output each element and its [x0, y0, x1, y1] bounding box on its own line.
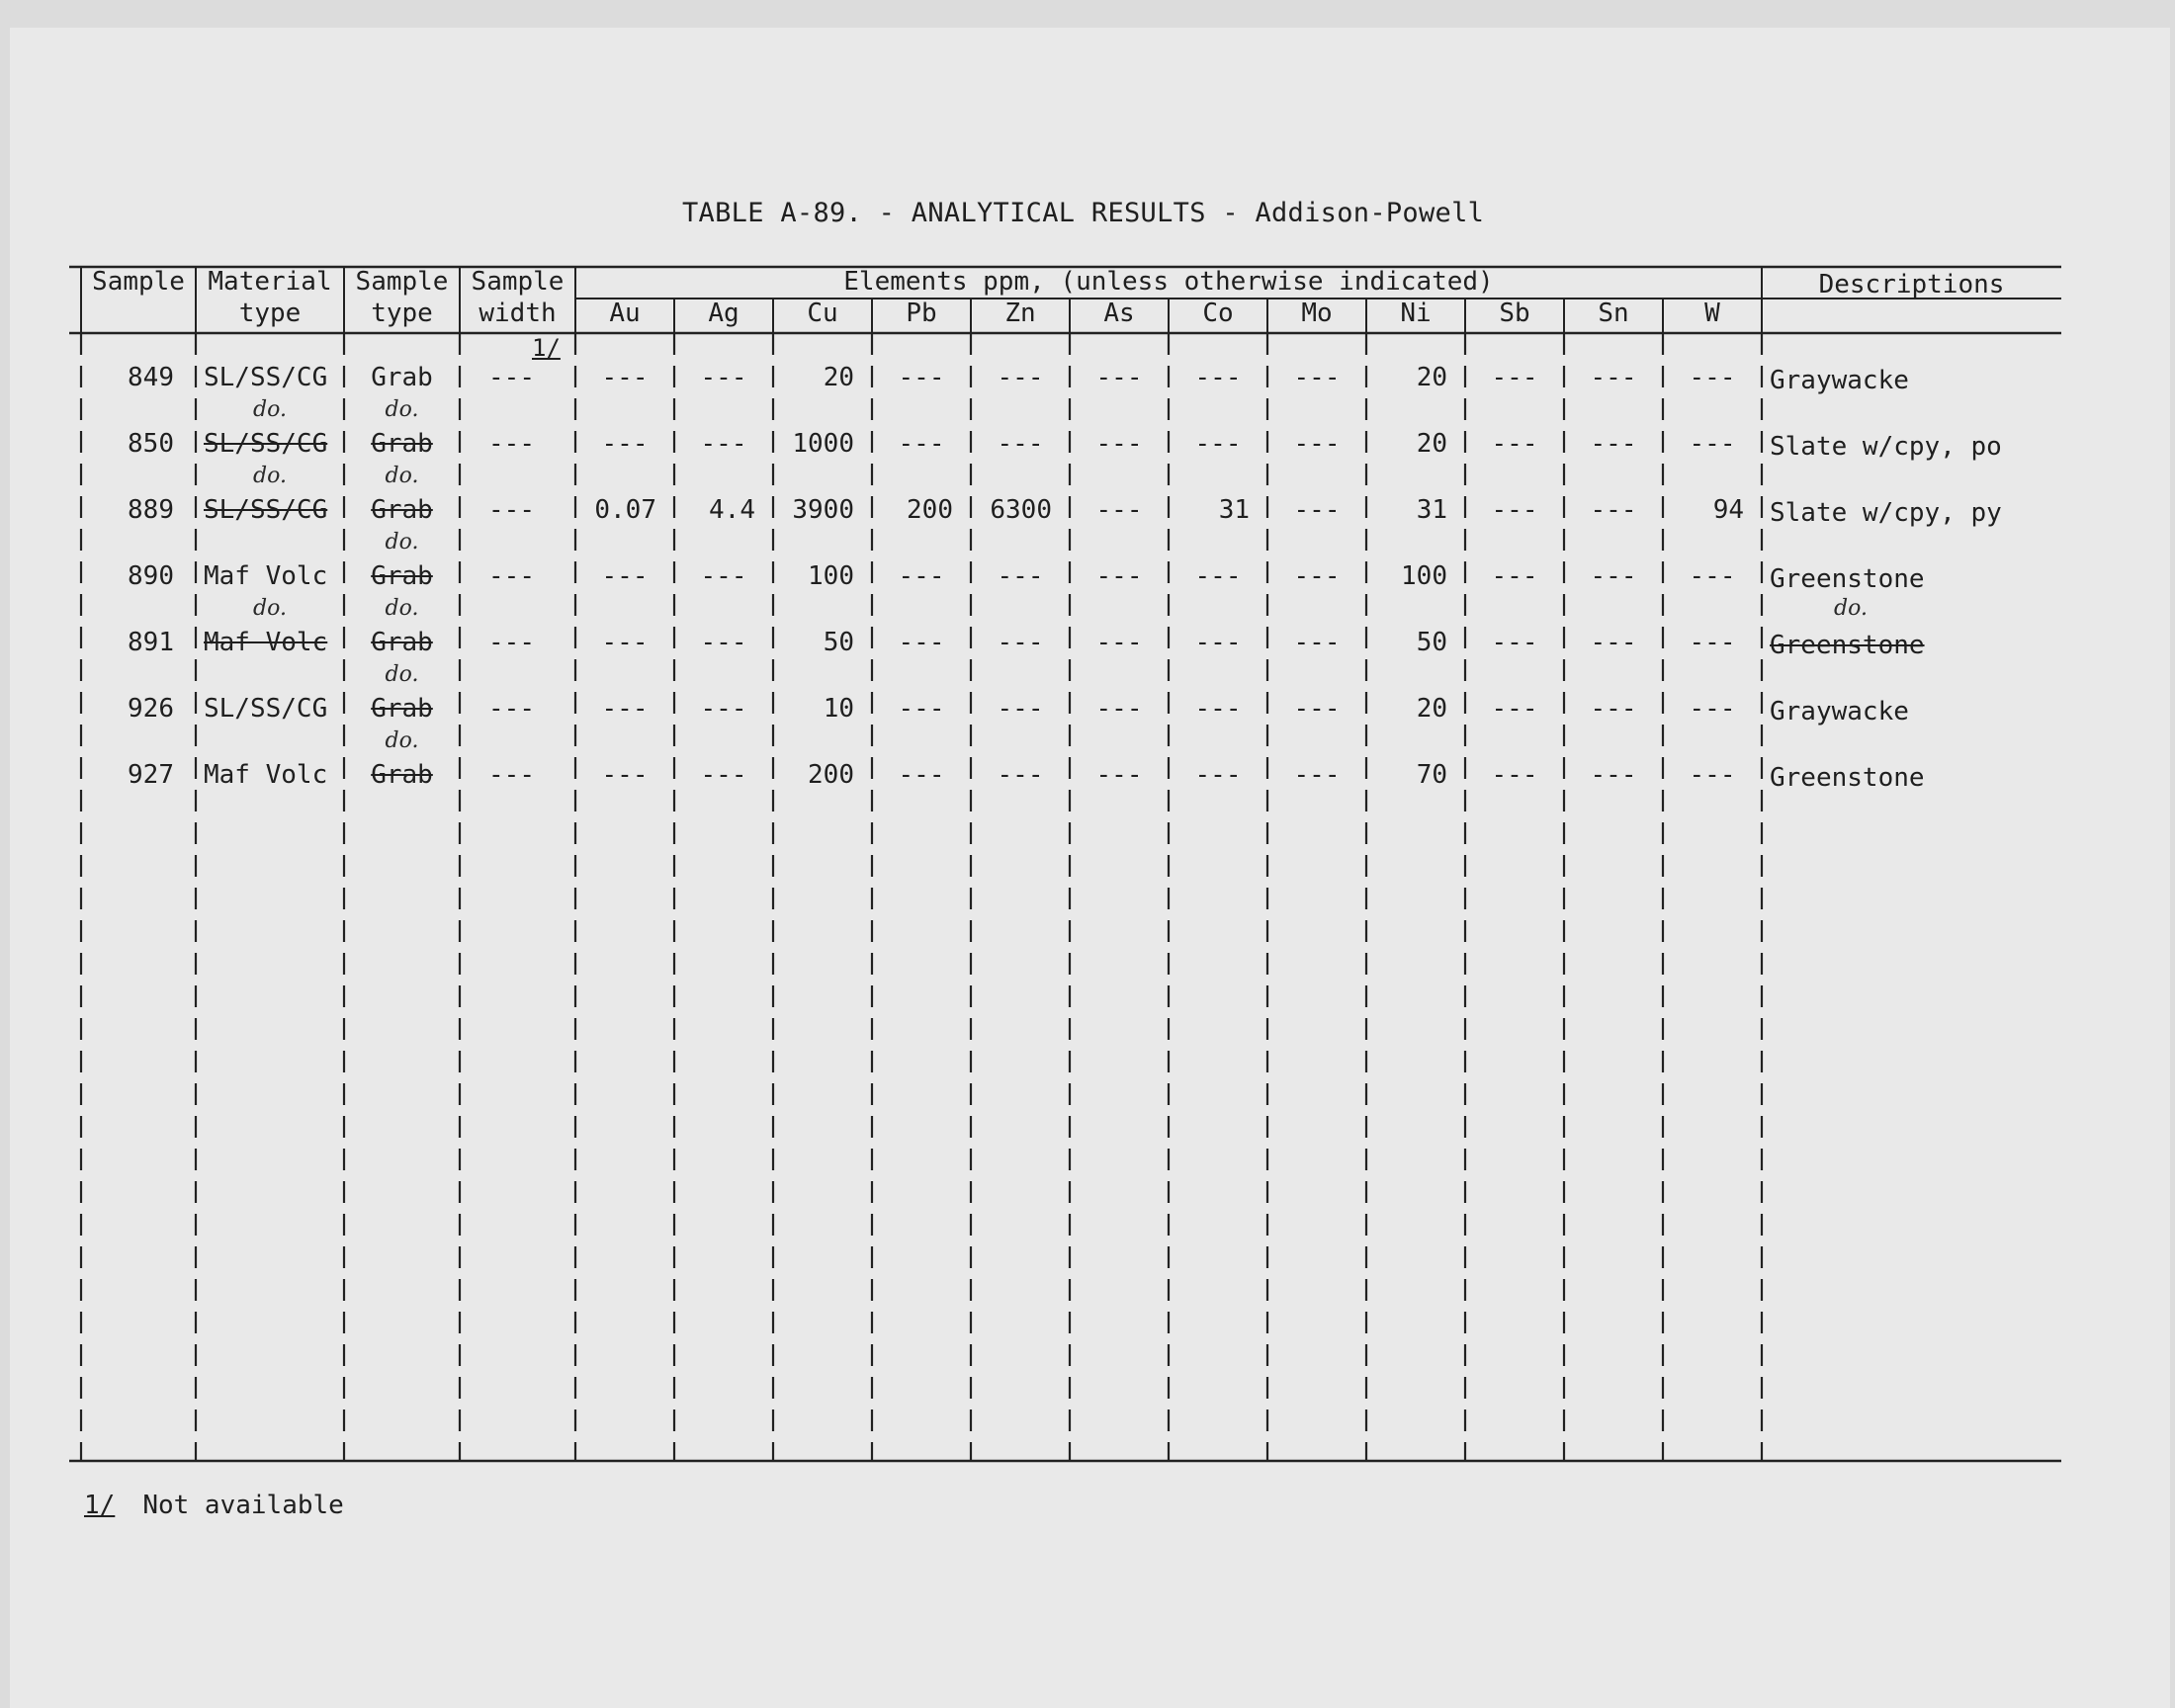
value-co: 31: [1218, 495, 1250, 525]
value-ni: 20: [1416, 694, 1447, 724]
header-element-as: As: [1103, 299, 1135, 328]
value-as: ---: [1095, 628, 1143, 657]
width-note-ref: 1/: [532, 334, 561, 362]
sample-width: ---: [488, 363, 535, 392]
value-co: ---: [1194, 561, 1242, 591]
table-title: TABLE A-89. - ANALYTICAL RESULTS - Addison-Powell: [682, 198, 1485, 228]
value-pb: 200: [907, 495, 953, 525]
value-ag: ---: [700, 694, 747, 724]
value-zn: ---: [997, 561, 1044, 591]
value-zn: ---: [997, 760, 1044, 790]
header-sample-type: Sample: [355, 267, 449, 297]
header-element-w: W: [1704, 299, 1720, 328]
value-co: ---: [1194, 694, 1242, 724]
description: Graywacke: [1770, 697, 1909, 726]
description: Slate w/cpy, po: [1770, 432, 2002, 462]
value-sn: ---: [1590, 495, 1637, 525]
header-element-au: Au: [609, 299, 641, 328]
value-cu: 10: [823, 694, 854, 724]
value-ni: 70: [1416, 760, 1447, 790]
description: Greenstone: [1770, 631, 1925, 660]
footnote-mark: 1/: [84, 1491, 116, 1520]
value-au: ---: [601, 694, 649, 724]
sample-id: 927: [128, 760, 174, 790]
value-as: ---: [1095, 363, 1143, 392]
ditto-mark: do.: [385, 397, 419, 422]
value-mo: ---: [1293, 429, 1341, 459]
material-type: Maf Volc: [204, 760, 328, 790]
value-zn: ---: [997, 429, 1044, 459]
value-as: ---: [1095, 429, 1143, 459]
header-material: Material: [208, 267, 332, 297]
value-mo: ---: [1293, 363, 1341, 392]
ditto-mark: do.: [385, 530, 419, 555]
value-ag: ---: [700, 561, 747, 591]
value-sb: ---: [1491, 694, 1538, 724]
value-sn: ---: [1590, 628, 1637, 657]
footnote-text: Not available: [142, 1491, 344, 1520]
sample-type: Grab: [371, 628, 433, 657]
value-sb: ---: [1491, 363, 1538, 392]
ditto-mark: do.: [385, 596, 419, 621]
sample-width: ---: [488, 429, 535, 459]
ditto-mark: do.: [385, 464, 419, 488]
header-descriptions: Descriptions: [1818, 270, 2005, 299]
header-element-ag: Ag: [708, 299, 740, 328]
value-as: ---: [1095, 561, 1143, 591]
value-ag: 4.4: [709, 495, 755, 525]
value-pb: ---: [898, 694, 945, 724]
value-cu: 1000: [792, 429, 854, 459]
sample-id: 891: [128, 628, 174, 657]
value-sn: ---: [1590, 760, 1637, 790]
header-element-sb: Sb: [1499, 299, 1530, 328]
sample-type: Grab: [371, 561, 433, 591]
sample-width: ---: [488, 628, 535, 657]
header-element-co: Co: [1202, 299, 1234, 328]
value-sb: ---: [1491, 429, 1538, 459]
value-sn: ---: [1590, 363, 1637, 392]
value-pb: ---: [898, 363, 945, 392]
value-ni: 31: [1416, 495, 1447, 525]
value-pb: ---: [898, 561, 945, 591]
value-mo: ---: [1293, 561, 1341, 591]
sample-id: 889: [128, 495, 174, 525]
ditto-mark: do.: [253, 397, 287, 422]
value-cu: 50: [823, 628, 854, 657]
value-mo: ---: [1293, 760, 1341, 790]
value-zn: 6300: [990, 495, 1052, 525]
header-element-sn: Sn: [1598, 299, 1629, 328]
value-ni: 20: [1416, 363, 1447, 392]
value-pb: ---: [898, 760, 945, 790]
value-co: ---: [1194, 628, 1242, 657]
value-ag: ---: [700, 760, 747, 790]
sample-id: 850: [128, 429, 174, 459]
value-as: ---: [1095, 495, 1143, 525]
value-ni: 20: [1416, 429, 1447, 459]
value-ni: 100: [1401, 561, 1447, 591]
description: Graywacke: [1770, 366, 1909, 395]
sample-type: Grab: [371, 694, 433, 724]
value-w: ---: [1689, 628, 1736, 657]
sample-type: Grab: [371, 429, 433, 459]
value-au: 0.07: [594, 495, 656, 525]
value-as: ---: [1095, 694, 1143, 724]
value-w: ---: [1689, 429, 1736, 459]
value-mo: ---: [1293, 495, 1341, 525]
footnote: [84, 1491, 344, 1520]
sample-type: Grab: [371, 760, 433, 790]
value-ag: ---: [700, 363, 747, 392]
sample-id: 849: [128, 363, 174, 392]
value-sn: ---: [1590, 561, 1637, 591]
description: Slate w/cpy, py: [1770, 498, 2002, 528]
material-type: Maf Volc: [204, 561, 328, 591]
value-w: ---: [1689, 561, 1736, 591]
header-element-ni: Ni: [1400, 299, 1432, 328]
value-ag: ---: [700, 429, 747, 459]
ditto-mark: do.: [253, 596, 287, 621]
value-sb: ---: [1491, 760, 1538, 790]
material-type: Maf Volc: [204, 628, 328, 657]
sample-width: ---: [488, 561, 535, 591]
ditto-mark: do.: [1834, 596, 1868, 621]
value-sn: ---: [1590, 694, 1637, 724]
value-w: 94: [1712, 495, 1744, 525]
header-material-type: type: [238, 299, 302, 328]
value-as: ---: [1095, 760, 1143, 790]
header-element-pb: Pb: [906, 299, 937, 328]
value-au: ---: [601, 760, 649, 790]
sample-id: 890: [128, 561, 174, 591]
ditto-mark: do.: [385, 662, 419, 687]
material-type: SL/SS/CG: [204, 495, 328, 525]
value-pb: ---: [898, 429, 945, 459]
value-w: ---: [1689, 694, 1736, 724]
value-mo: ---: [1293, 694, 1341, 724]
sample-type: Grab: [371, 363, 433, 392]
value-sn: ---: [1590, 429, 1637, 459]
value-ni: 50: [1416, 628, 1447, 657]
header-element-mo: Mo: [1301, 299, 1333, 328]
material-type: SL/SS/CG: [204, 429, 328, 459]
ditto-mark: do.: [253, 464, 287, 488]
value-zn: ---: [997, 694, 1044, 724]
value-zn: ---: [997, 363, 1044, 392]
value-au: ---: [601, 429, 649, 459]
header-sample-width-2: width: [478, 299, 557, 328]
value-co: ---: [1194, 429, 1242, 459]
value-cu: 3900: [792, 495, 854, 525]
value-au: ---: [601, 561, 649, 591]
header-sample: Sample: [92, 267, 185, 297]
value-w: ---: [1689, 760, 1736, 790]
sample-width: ---: [488, 760, 535, 790]
sample-type: Grab: [371, 495, 433, 525]
value-sb: ---: [1491, 561, 1538, 591]
value-mo: ---: [1293, 628, 1341, 657]
description: Greenstone: [1770, 763, 1925, 793]
value-w: ---: [1689, 363, 1736, 392]
description: Greenstone: [1770, 564, 1925, 594]
value-co: ---: [1194, 760, 1242, 790]
value-au: ---: [601, 628, 649, 657]
header-elements-group: Elements ppm, (unless otherwise indicated): [843, 267, 1494, 297]
value-co: ---: [1194, 363, 1242, 392]
header-sample-type-2: type: [371, 299, 433, 328]
ditto-mark: do.: [385, 728, 419, 753]
value-au: ---: [601, 363, 649, 392]
value-cu: 20: [823, 363, 854, 392]
header-element-cu: Cu: [807, 299, 838, 328]
value-zn: ---: [997, 628, 1044, 657]
value-sb: ---: [1491, 495, 1538, 525]
material-type: SL/SS/CG: [204, 363, 328, 392]
value-ag: ---: [700, 628, 747, 657]
value-cu: 200: [808, 760, 854, 790]
sample-width: ---: [488, 495, 535, 525]
value-sb: ---: [1491, 628, 1538, 657]
sample-id: 926: [128, 694, 174, 724]
value-cu: 100: [808, 561, 854, 591]
header-sample-width: Sample: [471, 267, 565, 297]
material-type: SL/SS/CG: [204, 694, 328, 724]
header-element-zn: Zn: [1004, 299, 1036, 328]
sample-width: ---: [488, 694, 535, 724]
value-pb: ---: [898, 628, 945, 657]
